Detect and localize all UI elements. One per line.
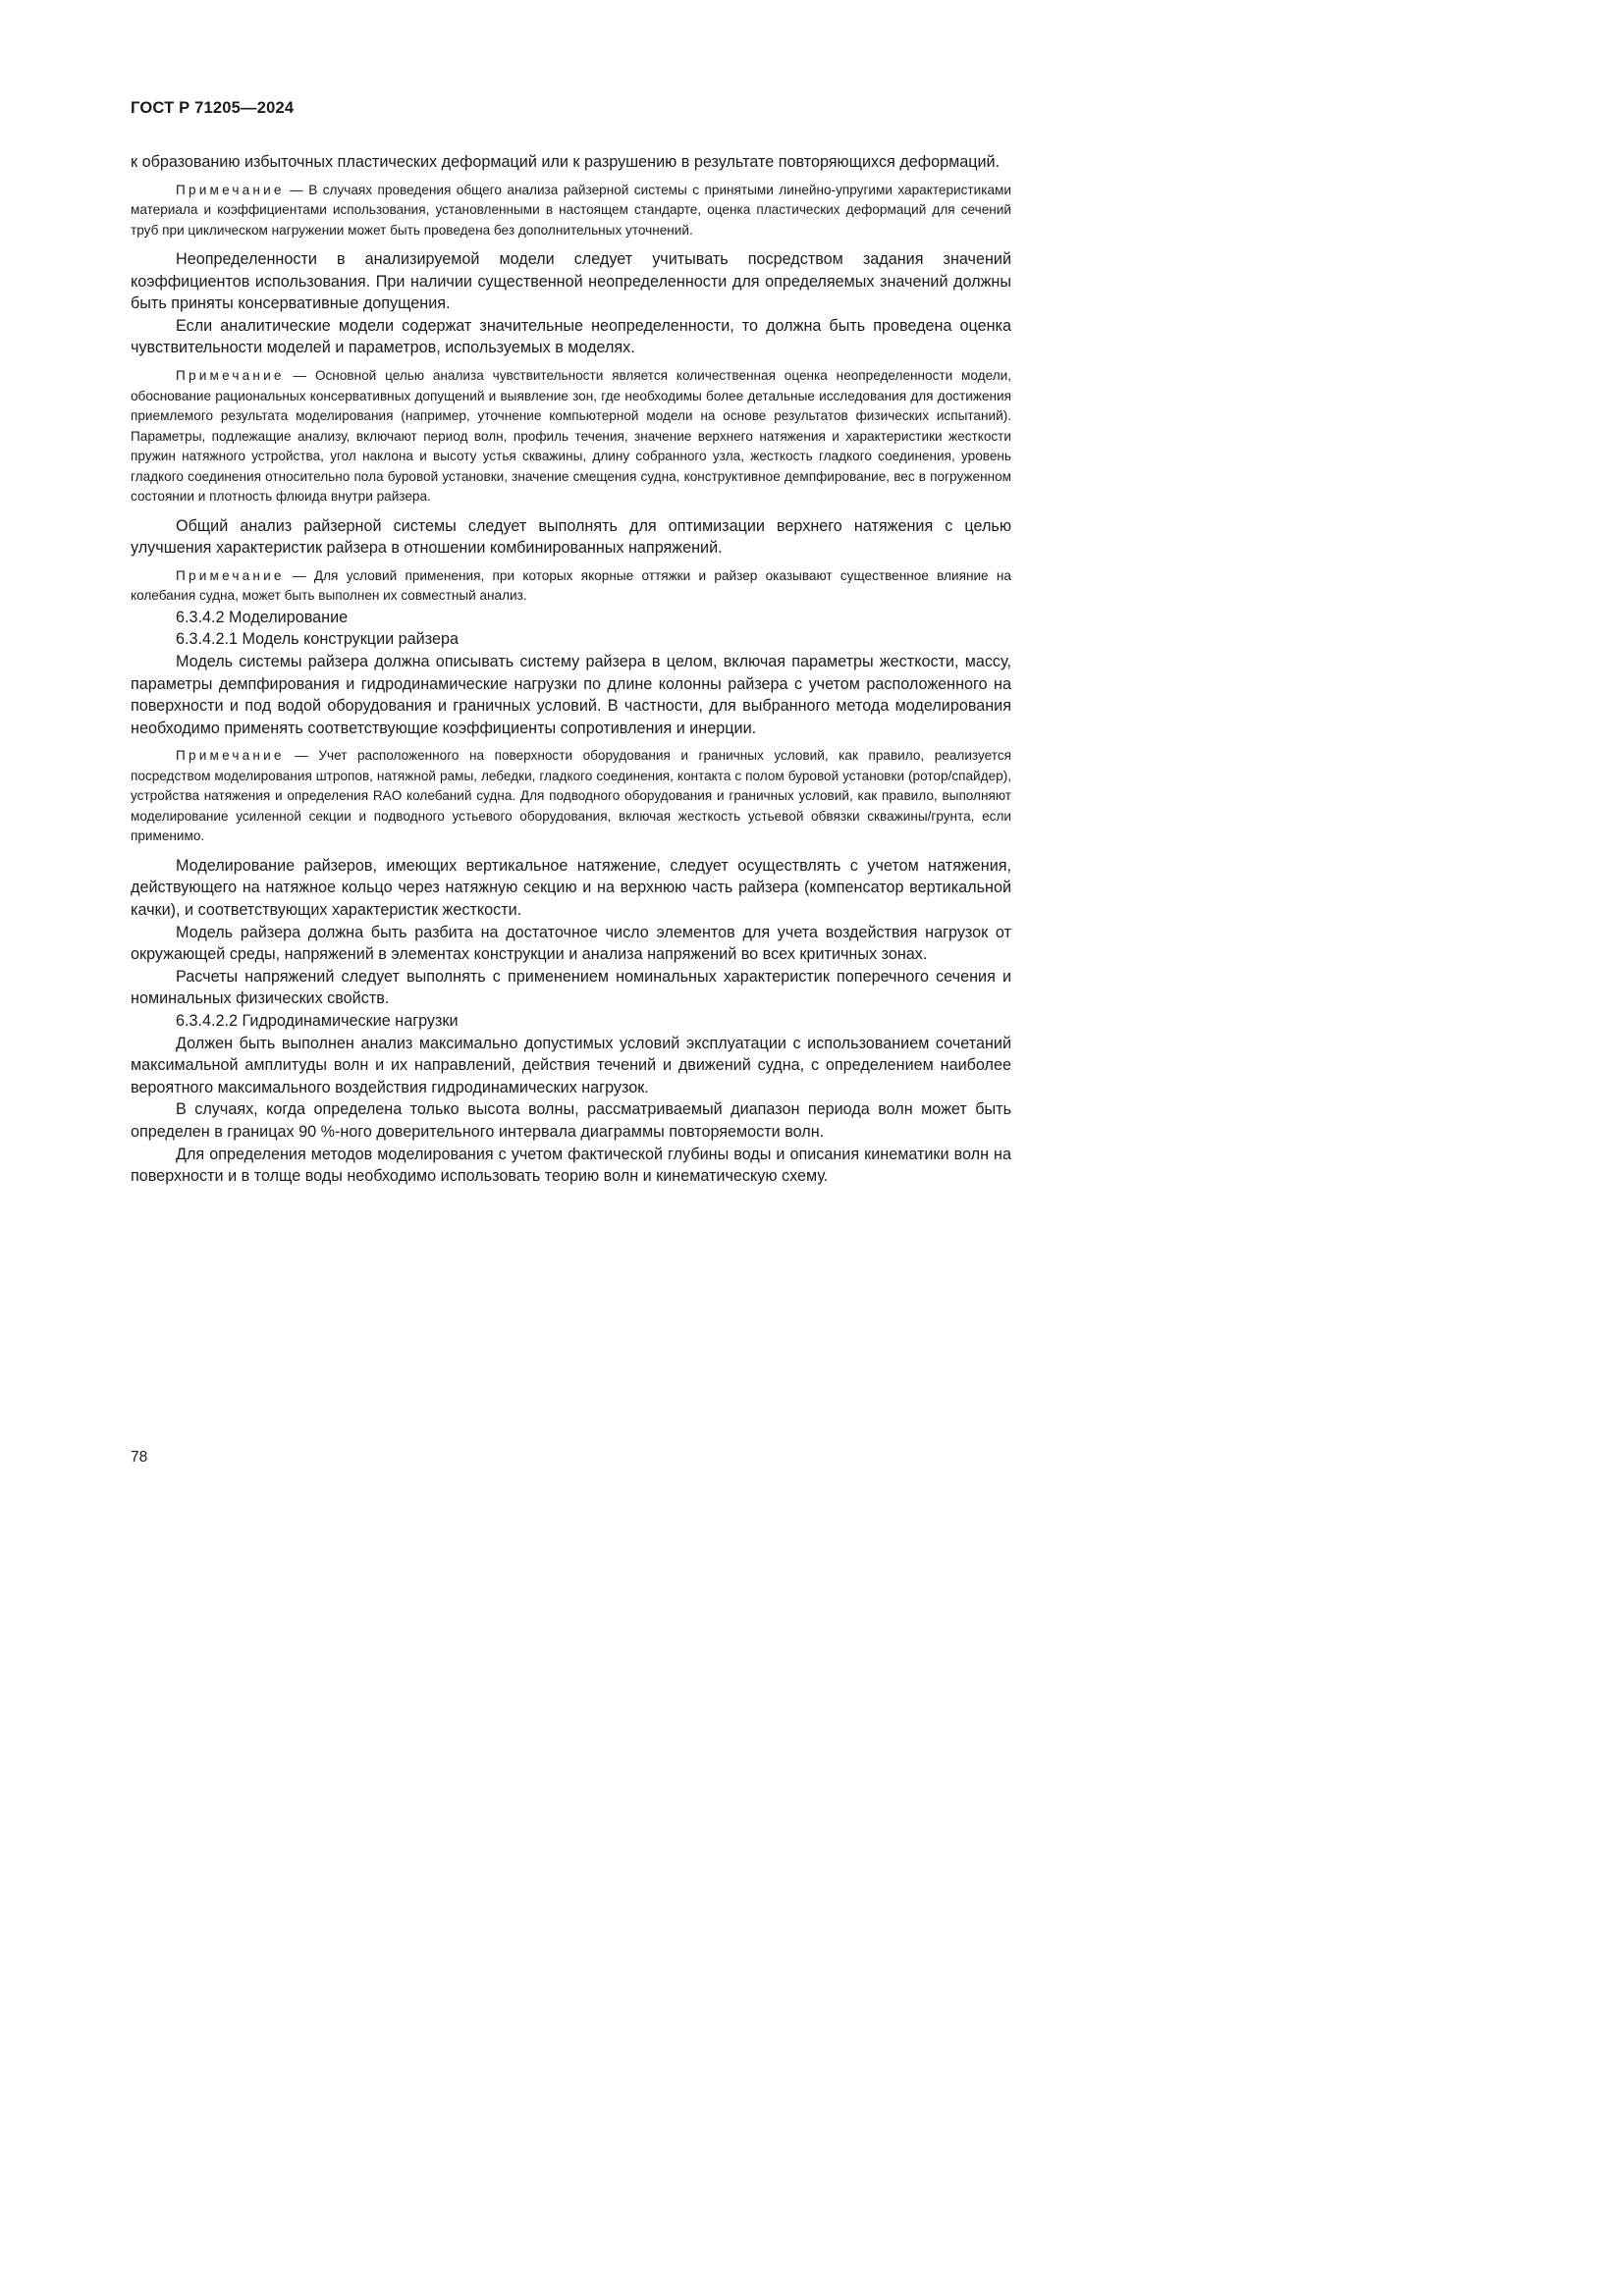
note: [131, 746, 1011, 847]
note: [131, 366, 1011, 507]
subsection-heading: 6.3.4.2.2 Гидродинамические нагрузки: [176, 1011, 459, 1030]
note-label: Примечание: [176, 748, 285, 764]
paragraph: Для определения методов моделирования с учетом фактической глубины воды и описания кинематики волн на поверхности и в толще воды необходимо использовать теорию волн и кинематическую схему.: [131, 1145, 1011, 1186]
note-text: Основной целью анализа чувствительности является количественная оценка неопределенности модели, обоснование рациональных консервативных допущений и выявление зон, где необходимы более детальные исследования для достижения приемлемого результата моделирования (например, уточнение компьютерной модели на основе результатов физических испытаний). Параметры, подлежащие анализу, включают период волн, профиль течения, значение верхнего натяжения и характеристики жесткости пружин натяжного устройства, угол наклона и высоту устья скважины, длину собранного узла, жесткость гладкого соединения, уровень гладкого соединения относительно пола буровой установки, значение смещения судна, конструктивное демпфирование, вес в погруженном состоянии и плотность флюида внутри райзера.: [131, 368, 1011, 505]
note-label: Примечание: [176, 567, 285, 583]
paragraph: Модель райзера должна быть разбита на достаточное число элементов для учета воздействия нагрузок от окружающей среды, напряжений в элементах конструкции и анализа напряжений во всех критичных зонах.: [131, 923, 1011, 964]
note-dash: —: [284, 567, 314, 583]
paragraph: Общий анализ райзерной системы следует выполнять для оптимизации верхнего натяжения с целью улучшения характеристик райзера в отношении комбинированных напряжений.: [131, 516, 1011, 558]
note-label: Примечание: [176, 182, 285, 197]
paragraph: Расчеты напряжений следует выполнять с применением номинальных характеристик поперечного сечения и номинальных физических свойств.: [131, 967, 1011, 1008]
paragraph: к образованию избыточных пластических деформаций или к разрушению в результате повторяющихся деформаций.: [131, 153, 1001, 171]
note-dash: —: [284, 368, 315, 384]
note-text: Для условий применения, при которых якорные оттяжки и райзер оказывают существенное влияние на колебания судна, может быть выполнен их совместный анализ.: [131, 567, 1011, 604]
note-text: В случаях проведения общего анализа райзерной системы с принятыми линейно-упругими характеристиками материала и коэффициентами использования, установленными в настоящем стандарте, оценка пластических деформаций для сечений труб при циклическом нагружении может быть проведена без дополнительных уточнений.: [131, 182, 1011, 238]
paragraph: В случаях, когда определена только высота волны, рассматриваемый диапазон периода волн может быть определен в границах 90 %-ного доверительного интервала диаграммы повторяемости волн.: [131, 1100, 1011, 1141]
paragraph: Должен быть выполнен анализ максимально допустимых условий эксплуатации с использованием сочетаний максимальной амплитуды волн и их направлений, действия течений и движений судна, с определением наиболее вероятного максимального воздействия гидродинамических нагрузок.: [131, 1034, 1011, 1096]
note-dash: —: [284, 748, 319, 764]
document-page: [0, 0, 1082, 1530]
paragraph: Если аналитические модели содержат значительные неопределенности, то должна быть проведена оценка чувствительности моделей и параметров, используемых в моделях.: [131, 316, 1011, 357]
note-dash: —: [284, 182, 309, 197]
subsection-heading: 6.3.4.2.1 Модель конструкции райзера: [176, 630, 459, 649]
paragraph: Неопределенности в анализируемой модели следует учитывать посредством задания значений коэффициентов использования. При наличии существенной неопределенности для определяемых значений должны быть приняты консервативные допущения.: [131, 250, 1011, 313]
note-label: Примечание: [176, 368, 285, 384]
note: [131, 181, 1011, 241]
document-body: [131, 151, 1011, 1188]
section-heading: 6.3.4.2 Моделирование: [176, 608, 349, 626]
paragraph: Моделирование райзеров, имеющих вертикальное натяжение, следует осуществлять с учетом натяжения, действующего на натяжное кольцо через натяжную секцию и на верхнюю часть райзера (компенсатор вертикальной качки), и соответствующих характеристик жесткости.: [131, 856, 1011, 919]
paragraph: Модель системы райзера должна описывать систему райзера в целом, включая параметры жесткости, массу, параметры демпфирования и гидродинамические нагрузки по длине колонны райзера с учетом расположенного на поверхности и под водой оборудования и граничных условий. В частности, для выбранного метода моделирования необходимо применять соответствующие коэффициенты сопротивления и инерции.: [131, 652, 1011, 737]
note: [131, 566, 1011, 607]
page-number: 78: [131, 1449, 148, 1466]
document-code: ГОСТ Р 71205—2024: [131, 99, 295, 117]
note-text: Учет расположенного на поверхности оборудования и граничных условий, как правило, реализуется посредством моделирования штропов, натяжной рамы, лебедки, гладкого соединения, контакта с полом буровой установки (ротор/спайдер), устройства натяжения и определения RAO колебаний судна. Для подводного оборудования и граничных условий, как правило, выполняют моделирование усиленной секции и подводного устьевого оборудования, включая жесткость устьевой обвязки скважины/грунта, если применимо.: [131, 748, 1011, 844]
